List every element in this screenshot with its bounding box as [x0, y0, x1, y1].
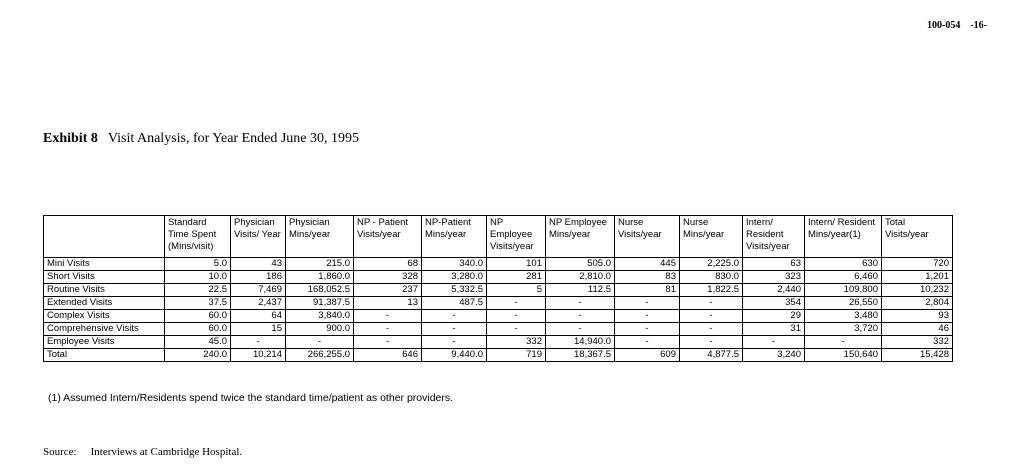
column-header: NP Employee Mins/year	[546, 216, 615, 258]
table-row	[44, 349, 953, 362]
table-cell: 15,428	[882, 349, 953, 362]
column-header	[44, 216, 165, 258]
table-cell: 5	[487, 284, 546, 297]
table-cell: 83	[615, 271, 680, 284]
table-cell: 237	[354, 284, 422, 297]
table-cell: 37.5	[165, 297, 231, 310]
table-cell: 112.5	[546, 284, 615, 297]
column-header: NP-Patient Mins/year	[422, 216, 487, 258]
table-cell: 332	[487, 336, 546, 349]
table-cell: 91,387.5	[286, 297, 354, 310]
table-cell: 10,232	[882, 284, 953, 297]
table-cell: 101	[487, 258, 546, 271]
table-cell: 3,240	[743, 349, 805, 362]
table-cell: 109,800	[805, 284, 882, 297]
table-cell: 2,440	[743, 284, 805, 297]
table-cell: 1,201	[882, 271, 953, 284]
page-number: 100-054 -16-	[927, 20, 987, 31]
table-cell: -	[680, 310, 743, 323]
table-cell: 93	[882, 310, 953, 323]
table-cell: -	[615, 297, 680, 310]
table-cell: -	[680, 297, 743, 310]
column-header: NP Employee Visits/year	[487, 216, 546, 258]
table-cell: -	[615, 310, 680, 323]
table-row	[44, 297, 953, 310]
table-cell: 22.5	[165, 284, 231, 297]
table-cell: 46	[882, 323, 953, 336]
table-cell: -	[680, 336, 743, 349]
source-line	[43, 446, 256, 458]
column-header: Total Visits/year	[882, 216, 953, 258]
table-cell: 43	[231, 258, 286, 271]
exhibit-title	[43, 131, 359, 147]
table-cell: 215.0	[286, 258, 354, 271]
table-cell: 328	[354, 271, 422, 284]
table-cell: 5,332.5	[422, 284, 487, 297]
table-cell: -	[546, 323, 615, 336]
table-cell: 3,720	[805, 323, 882, 336]
column-header: NP - Patient Visits/year	[354, 216, 422, 258]
table-cell: -	[354, 323, 422, 336]
table-cell: 45.0	[165, 336, 231, 349]
table-cell: 6,460	[805, 271, 882, 284]
row-label: Total	[44, 349, 165, 362]
table-cell: 240.0	[165, 349, 231, 362]
table-cell: -	[231, 336, 286, 349]
table-row	[44, 271, 953, 284]
table-cell: -	[422, 323, 487, 336]
table-body	[44, 258, 953, 362]
source-label: Source:	[43, 446, 77, 458]
table-cell: -	[286, 336, 354, 349]
table-cell: -	[487, 310, 546, 323]
table-cell: 31	[743, 323, 805, 336]
table-cell: 281	[487, 271, 546, 284]
table-cell: -	[615, 323, 680, 336]
table-cell: 64	[231, 310, 286, 323]
column-header: Standard Time Spent (Mins/visit)	[165, 216, 231, 258]
table-cell: -	[487, 323, 546, 336]
source-text: Interviews at Cambridge Hospital.	[90, 446, 243, 458]
table-cell: 900.0	[286, 323, 354, 336]
table-cell: -	[487, 297, 546, 310]
table-cell: -	[422, 310, 487, 323]
column-header: Physician Visits/ Year	[231, 216, 286, 258]
table-cell: 609	[615, 349, 680, 362]
table-cell: -	[615, 336, 680, 349]
table-cell: 720	[882, 258, 953, 271]
table-cell: 14,940.0	[546, 336, 615, 349]
table-row	[44, 284, 953, 297]
table-cell: 266,255.0	[286, 349, 354, 362]
table-cell: -	[805, 336, 882, 349]
table-cell: -	[354, 336, 422, 349]
table-row	[44, 323, 953, 336]
table-cell: -	[680, 323, 743, 336]
table-cell: 332	[882, 336, 953, 349]
table-cell: -	[743, 336, 805, 349]
table-cell: 2,810.0	[546, 271, 615, 284]
visit-analysis-table	[43, 215, 953, 362]
table-cell: 7,469	[231, 284, 286, 297]
table-cell: 505.0	[546, 258, 615, 271]
table-cell: 18,367.5	[546, 349, 615, 362]
table-cell: 830.0	[680, 271, 743, 284]
column-header: Nurse Mins/year	[680, 216, 743, 258]
column-header: Nurse Visits/year	[615, 216, 680, 258]
table-cell: -	[422, 336, 487, 349]
table-cell: -	[546, 310, 615, 323]
footnote: (1) Assumed Intern/Residents spend twice the standard time/patient as other providers.	[48, 392, 454, 404]
table-cell: 323	[743, 271, 805, 284]
table-cell: 2,804	[882, 297, 953, 310]
table-cell: 60.0	[165, 310, 231, 323]
row-label: Routine Visits	[44, 284, 165, 297]
row-label: Mini Visits	[44, 258, 165, 271]
table-cell: 340.0	[422, 258, 487, 271]
table-cell: 168,052.5	[286, 284, 354, 297]
table-cell: 630	[805, 258, 882, 271]
table-header-row	[44, 216, 953, 258]
table-cell: 445	[615, 258, 680, 271]
table-row	[44, 336, 953, 349]
table-cell: 60.0	[165, 323, 231, 336]
column-header: Intern/ Resident Mins/year(1)	[805, 216, 882, 258]
table-cell: 2,437	[231, 297, 286, 310]
table-cell: 9,440.0	[422, 349, 487, 362]
table-cell: 29	[743, 310, 805, 323]
table-cell: 10.0	[165, 271, 231, 284]
row-label: Extended Visits	[44, 297, 165, 310]
column-header: Intern/ Resident Visits/year	[743, 216, 805, 258]
table-cell: 10,214	[231, 349, 286, 362]
row-label: Employee Visits	[44, 336, 165, 349]
table-cell: 1,860.0	[286, 271, 354, 284]
exhibit-label: Exhibit 8	[43, 131, 98, 146]
table-cell: 186	[231, 271, 286, 284]
table-cell: 2,225.0	[680, 258, 743, 271]
table-cell: 354	[743, 297, 805, 310]
table-cell: 5.0	[165, 258, 231, 271]
table-cell: 3,280.0	[422, 271, 487, 284]
table-cell: 81	[615, 284, 680, 297]
table-cell: 26,550	[805, 297, 882, 310]
table-cell: 150,640	[805, 349, 882, 362]
row-label: Comprehensive Visits	[44, 323, 165, 336]
row-label: Complex Visits	[44, 310, 165, 323]
table-cell: 3,480	[805, 310, 882, 323]
exhibit-title-text: Visit Analysis, for Year Ended June 30, 1995	[107, 131, 360, 146]
table-cell: 487.5	[422, 297, 487, 310]
table-cell: 68	[354, 258, 422, 271]
table-row	[44, 310, 953, 323]
table-cell: -	[546, 297, 615, 310]
table-cell: 15	[231, 323, 286, 336]
table-cell: 646	[354, 349, 422, 362]
table-cell: 13	[354, 297, 422, 310]
table-cell: -	[354, 310, 422, 323]
table-cell: 3,840.0	[286, 310, 354, 323]
row-label: Short Visits	[44, 271, 165, 284]
table-cell: 4,877.5	[680, 349, 743, 362]
table-cell: 719	[487, 349, 546, 362]
table-cell: 1,822.5	[680, 284, 743, 297]
column-header: Physician Mins/year	[286, 216, 354, 258]
table-cell: 63	[743, 258, 805, 271]
table-row	[44, 258, 953, 271]
